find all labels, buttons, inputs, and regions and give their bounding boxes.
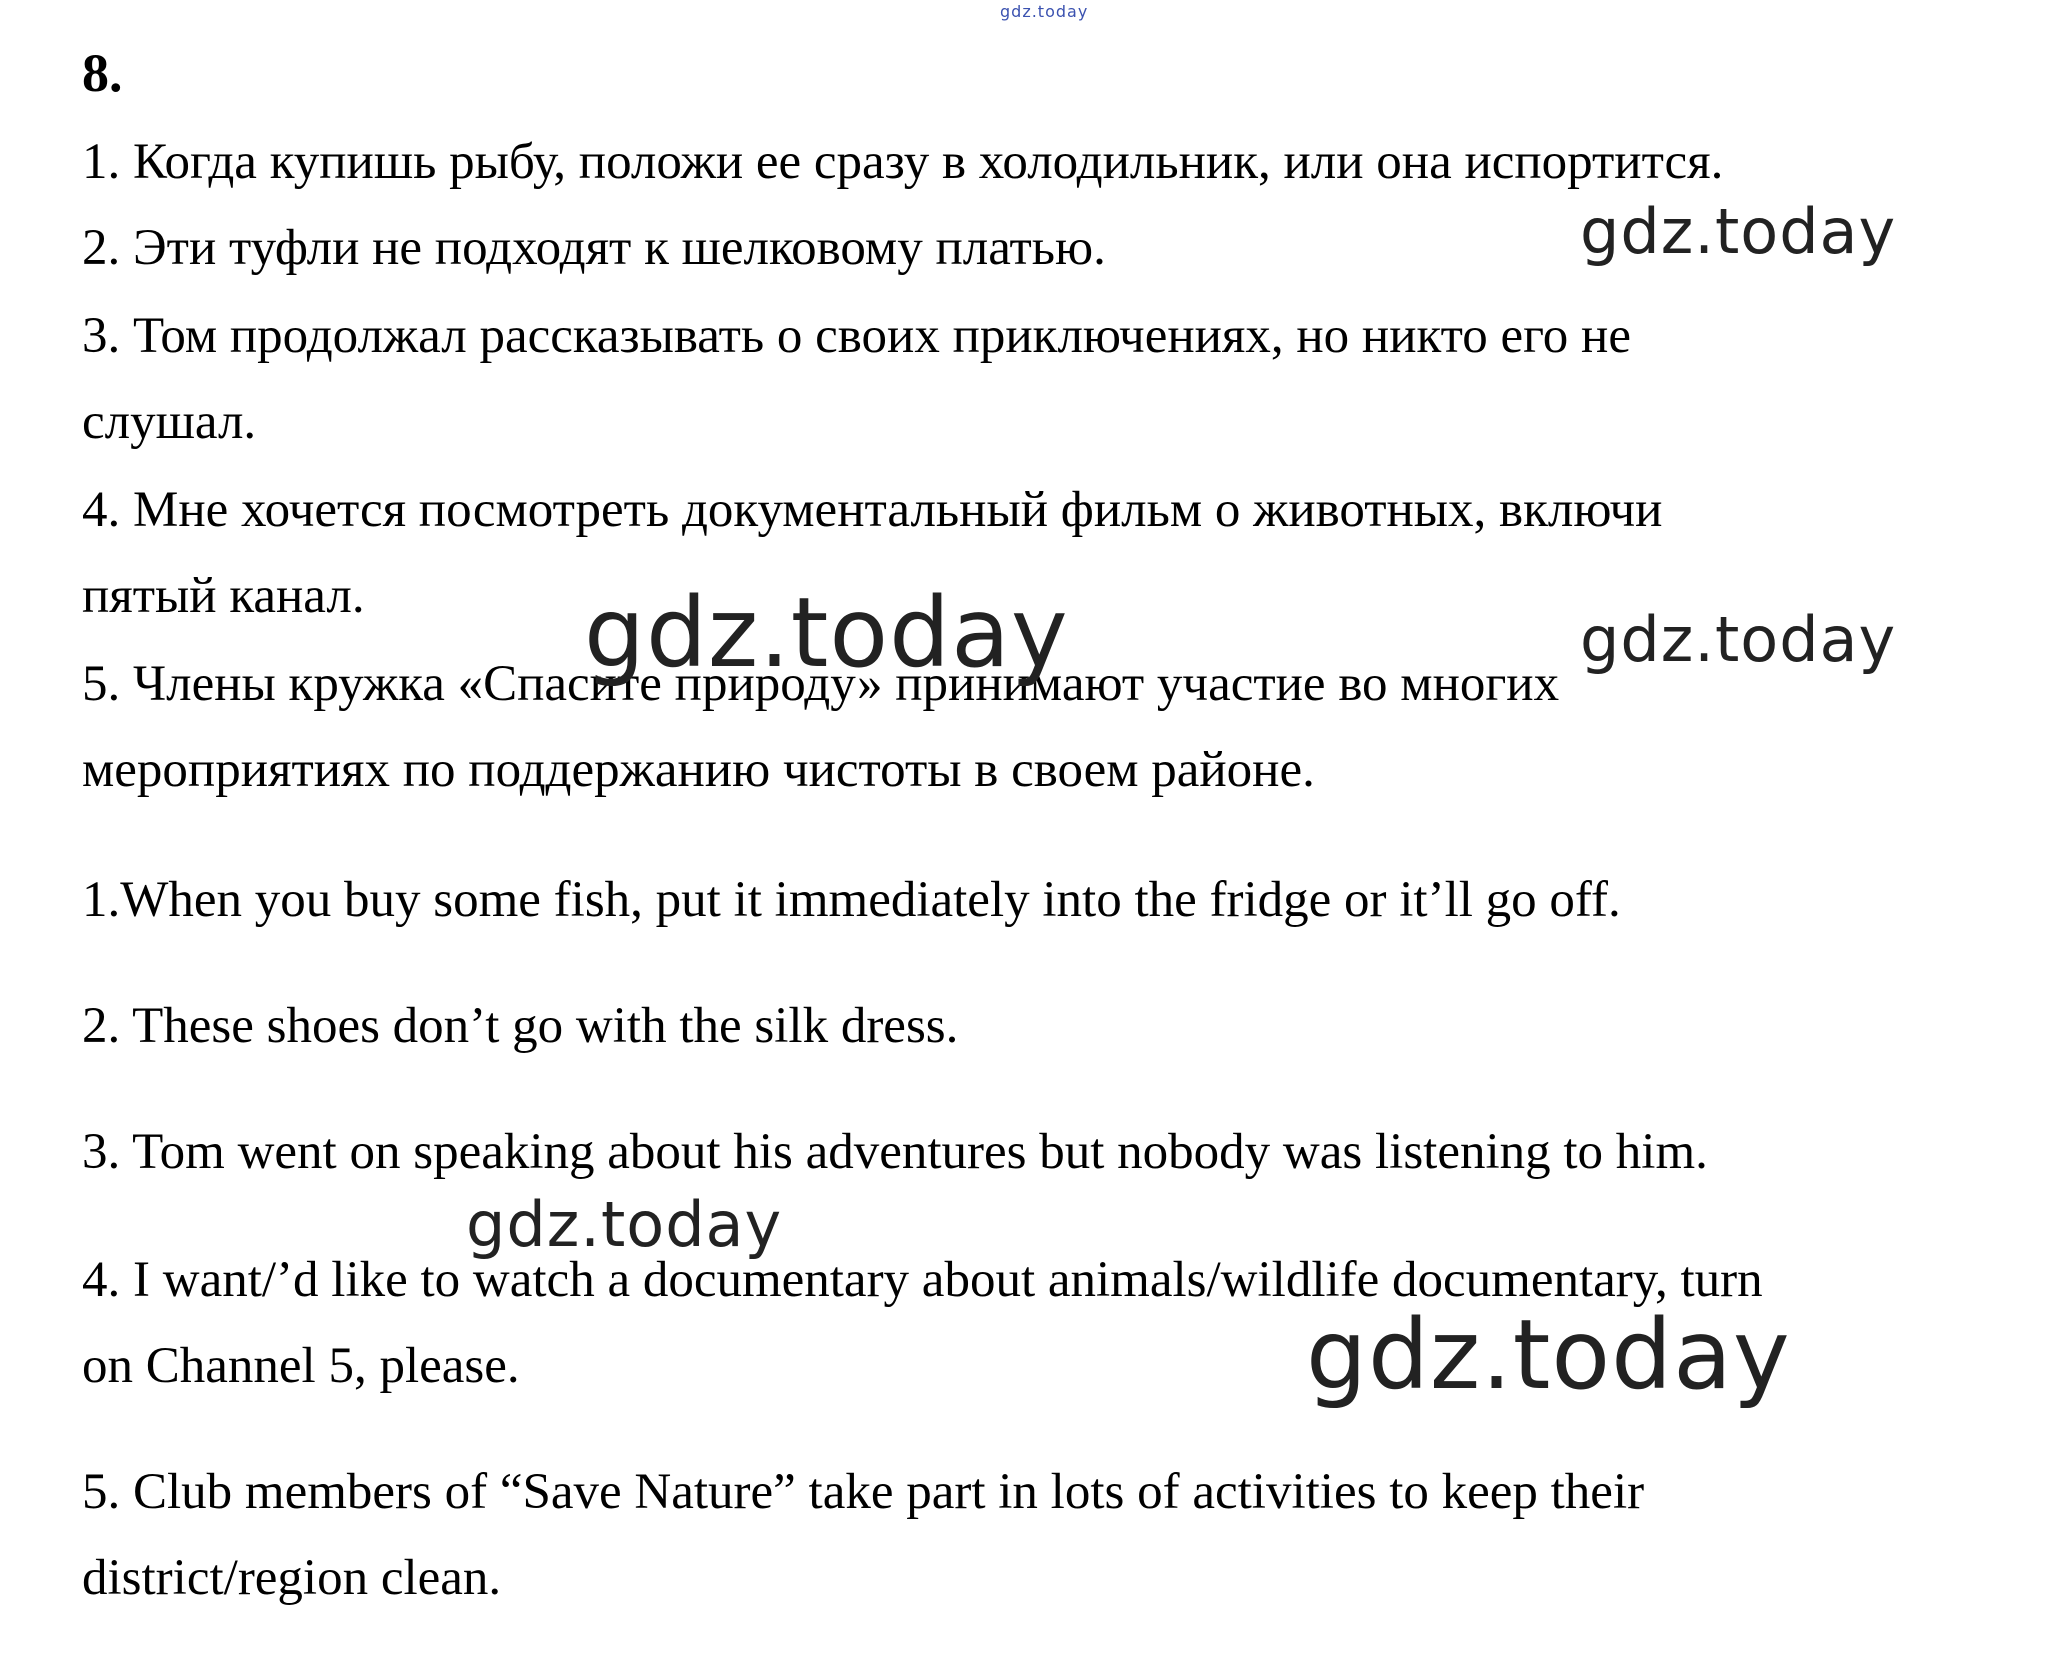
- russian-line-5: 5. Члены кружка «Спасите природу» принимают участие во многих: [82, 656, 1560, 712]
- english-line-3: 3. Tom went on speaking about his adventures but nobody was listening to him.: [82, 1124, 1708, 1180]
- watermark: gdz.today: [1580, 195, 1897, 268]
- russian-line-3-cont: слушал.: [82, 394, 257, 450]
- english-line-2: 2. These shoes don’t go with the silk dress.: [82, 998, 959, 1054]
- watermark: gdz.today: [466, 1188, 783, 1261]
- exercise-number: 8.: [82, 43, 123, 103]
- english-line-4-cont: on Channel 5, please.: [82, 1338, 520, 1394]
- english-line-5: 5. Club members of “Save Nature” take part in lots of activities to keep their: [82, 1464, 1645, 1520]
- russian-line-4-cont: пятый канал.: [82, 568, 365, 624]
- russian-line-5-cont: мероприятиях по поддержанию чистоты в своем районе.: [82, 742, 1315, 798]
- watermark: gdz.today: [1306, 1299, 1791, 1411]
- russian-line-4: 4. Мне хочется посмотреть документальный фильм о животных, включи: [82, 482, 1663, 538]
- english-line-4: 4. I want/’d like to watch a documentary about animals/wildlife documentary, turn: [82, 1252, 1763, 1308]
- english-line-5-cont: district/region clean.: [82, 1550, 502, 1606]
- russian-line-1: 1. Когда купишь рыбу, положи ее сразу в холодильник, или она испортится.: [82, 134, 1724, 190]
- watermark: gdz.today: [584, 577, 1069, 689]
- russian-line-2: 2. Эти туфли не подходят к шелковому платью.: [82, 220, 1106, 276]
- russian-line-3: 3. Том продолжал рассказывать о своих приключениях, но никто его не: [82, 308, 1631, 364]
- english-line-1: 1.When you buy some fish, put it immediately into the fridge or it’ll go off.: [82, 872, 1621, 928]
- watermark-top: gdz.today: [1000, 2, 1089, 21]
- watermark: gdz.today: [1580, 603, 1897, 676]
